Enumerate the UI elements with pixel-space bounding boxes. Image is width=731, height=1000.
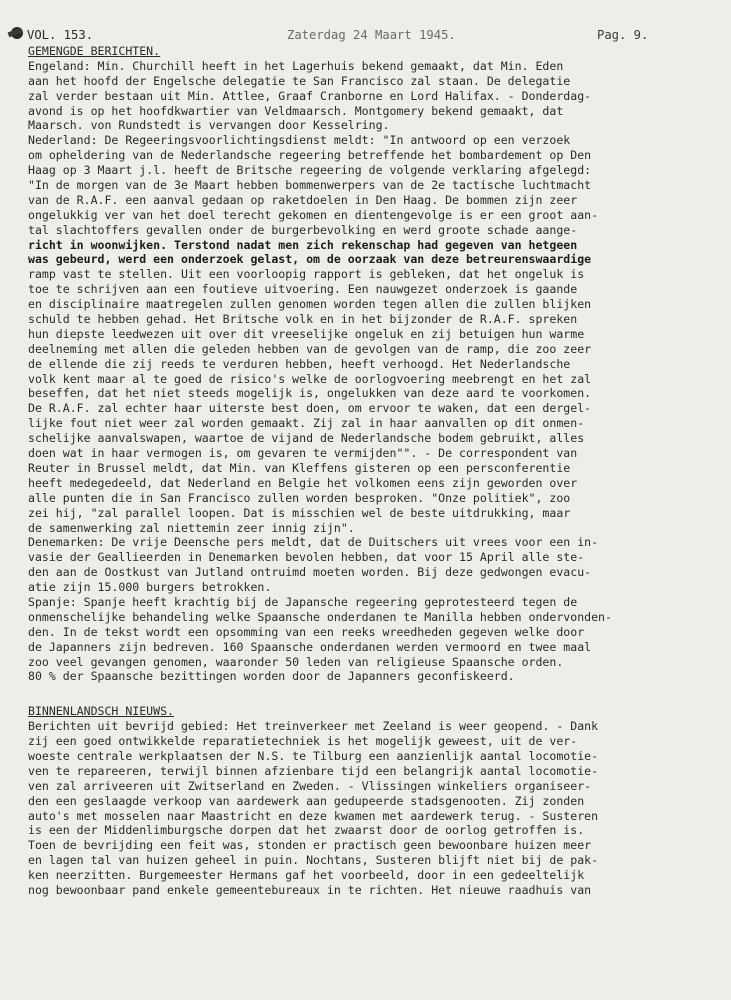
text-line: schelijke aanvalswapen, waartoe de vijand de Nederlandsche bodem gebruikt, alles	[28, 431, 585, 446]
text-line: toe te schrijven aan een foutieve uitvoering. Een nauwgezet onderzoek is gaande	[28, 282, 578, 297]
text-line: volk kent maar al te goed de risico's welke de oorlogvoering meebrengt en het zal	[28, 371, 592, 386]
text-line: van de R.A.F. een aanval gedaan op raketdoelen in Den Haag. De bommen zijn zeer	[28, 192, 578, 207]
text-line: De R.A.F. zal echter haar uiterste best doen, om ervoor te waken, dat een dergel-	[28, 401, 592, 416]
text-line: den een geslaagde verkoop van aardewerk aan gedupeerde stadsgenooten. Zij zonden	[28, 793, 585, 808]
text-line: was gebeurd, werd een onderzoek gelast, om de oorzaak van deze betreurenswaardige	[28, 252, 592, 267]
text-line: beseffen, dat het niet steeds mogelijk is, ongelukken van deze aard te voorkomen.	[28, 386, 592, 401]
text-line: Spanje: Spanje heeft krachtig bij de Japansche regeering geprotesteerd tegen de	[28, 594, 578, 609]
text-line: de samenwerking zal niettemin zeer innig zijn".	[28, 520, 355, 535]
text-line: ven te repareeren, terwijl binnen afzienbare tijd een belangrijk aantal locomotie-	[28, 763, 599, 778]
text-line: woeste centrale werkplaatsen der N.S. te Tilburg een aanzienlijk aantal locomotie-	[28, 748, 599, 763]
text-line: den aan de Oostkust van Jutland ontruimd moeten worden. Bij deze gedwongen evacu-	[28, 565, 592, 580]
text-line: Maarsch. von Rundstedt is vervangen door Kesselring.	[28, 118, 390, 133]
text-line: schuld te hebben gehad. Het Britsche volk en in het bijzonder de R.A.F. spreken	[28, 312, 578, 327]
text-line: zij een goed ontwikkelde reparatietechniek is het mogelijk geweest, uit de ver-	[28, 734, 578, 749]
text-line: deelneming met allen die geleden hebben van de gevolgen van de ramp, die zoo zeer	[28, 341, 592, 356]
text-line: hun diepste leedwezen uit over dit vreeselijke ongeluk en zij betuigen hun warme	[28, 326, 585, 341]
text-line: tal slachtoffers gevallen onder de burgerbevolking en werd groote schade aange-	[28, 222, 578, 237]
article-body	[28, 44, 688, 898]
text-line: heeft medegedeeld, dat Nederland en Belgie het volkomen eens zijn geworden over	[28, 475, 578, 490]
text-line: ongelukkig ver van het doel terecht gekomen en dientengevolge is er een groot aan-	[28, 207, 599, 222]
section-gap	[28, 684, 688, 704]
text-line: om opheldering van de Nederlandsche regeering betreffende het bombardement op Den	[28, 148, 592, 163]
text-line: alle punten die in San Francisco zullen worden besproken. "Onze politiek", zoo	[28, 490, 571, 505]
text-line: richt in woonwijken. Terstond nadat men zich rekenschap had gegeven van hetgeen	[28, 237, 578, 252]
text-line: den. In de tekst wordt een opsomming van een reeks wreedheden gegeven welke door	[28, 624, 585, 639]
text-line: en disciplinaire maatregelen zullen genomen worden tegen allen die zullen blijken	[28, 297, 592, 312]
text-line: lijke fout niet weer zal worden gemaakt. Zij zal in haar aanvallen op dit onmen-	[28, 416, 585, 431]
text-line: Nederland: De Regeeringsvoorlichtingsdienst meldt: "In antwoord op een verzoek	[28, 133, 571, 148]
text-line: ramp vast te stellen. Uit een voorloopig rapport is gebleken, dat het ongeluk is	[28, 267, 585, 282]
page-number: Pag. 9.	[597, 28, 649, 42]
text-line: is een der Middenlimburgsche dorpen dat het zwaarst door de oorlog getroffen is.	[28, 823, 585, 838]
text-line: onmenschelijke behandeling welke Spaansche onderdanen te Manilla hebben ondervonden-	[28, 609, 612, 624]
issue-date: Zaterdag 24 Maart 1945.	[287, 28, 456, 42]
volume-number: VOL. 153.	[27, 28, 94, 42]
text-line: Engeland: Min. Churchill heeft in het Lagerhuis bekend gemaakt, dat Min. Eden	[28, 58, 564, 73]
text-line: Haag op 3 Maart j.l. heeft de Britsche regeering de volgende verklaring afgelegd:	[28, 163, 592, 178]
text-line: Reuter in Brussel meldt, dat Min. van Kleffens gisteren op een persconferentie	[28, 460, 571, 475]
text-line: de ellende die zij reeds te verduren hebben, heeft verhoogd. Het Nederlandsche	[28, 356, 571, 371]
text-line: aan het hoofd der Engelsche delegatie te San Francisco zal staan. De delegatie	[28, 73, 571, 88]
text-line: ken neerzitten. Burgemeester Hermans gaf het voorbeeld, door in een gedeeltelijk	[28, 868, 585, 883]
text-line: Toen de bevrijding een feit was, stonden er practisch geen bewoonbare huizen meer	[28, 838, 592, 853]
text-line: atie zijn 15.000 burgers betrokken.	[28, 580, 272, 595]
section-heading: GEMENGDE BERICHTEN.	[28, 44, 161, 58]
text-line: 80 % der Spaansche bezittingen worden door de Japanners geconfiskeerd.	[28, 669, 515, 684]
text-line: nog bewoonbaar pand enkele gemeentebureaux in te richten. Het nieuwe raadhuis van	[28, 882, 592, 897]
text-line: en lagen tal van huizen geheel in puin. Nochtans, Susteren blijft niet bij de pak-	[28, 853, 599, 868]
text-line: Berichten uit bevrijd gebied: Het treinverkeer met Zeeland is weer geopend. - Dank	[28, 719, 599, 734]
section-heading: BINNENLANDSCH NIEUWS.	[28, 704, 174, 719]
text-line: ven zal arriveeren uit Zwitserland en Zweden. - Vlissingen winkeliers organiseer-	[28, 778, 592, 793]
text-line: auto's met mosselen naar Maastricht en deze kwamen met aardewerk terug. - Susteren	[28, 808, 599, 823]
text-line: zal verder bestaan uit Min. Attlee, Graaf Cranborne en Lord Halifax. - Donderdag-	[28, 88, 592, 103]
text-line: doen wat in haar vermogen is, om gevaren te vermijden"". - De correspondent van	[28, 446, 578, 461]
text-line: de Japanners zijn bedreven. 160 Spaansche onderdanen werden vermoord en twee maal	[28, 639, 592, 654]
text-line: avond is op het hoofdkwartier van Veldmaarsch. Montgomery bekend gemaakt, dat	[28, 103, 564, 118]
text-line: zoo veel gevangen genomen, waaronder 50 leden van religieuse Spaansche orden.	[28, 654, 564, 669]
text-line: zei hij, "zal parallel loopen. Dat is misschien wel de beste uitdrukking, maar	[28, 505, 571, 520]
text-line: Denemarken: De vrije Deensche pers meldt, dat de Duitschers uit vrees voor een in-	[28, 535, 599, 550]
text-line: vasie der Geallieerden in Denemarken bevolen hebben, dat voor 15 April alle ste-	[28, 550, 585, 565]
text-line: "In de morgen van de 3e Maart hebben bommenwerpers van de 2e tactische luchtmacht	[28, 178, 592, 193]
